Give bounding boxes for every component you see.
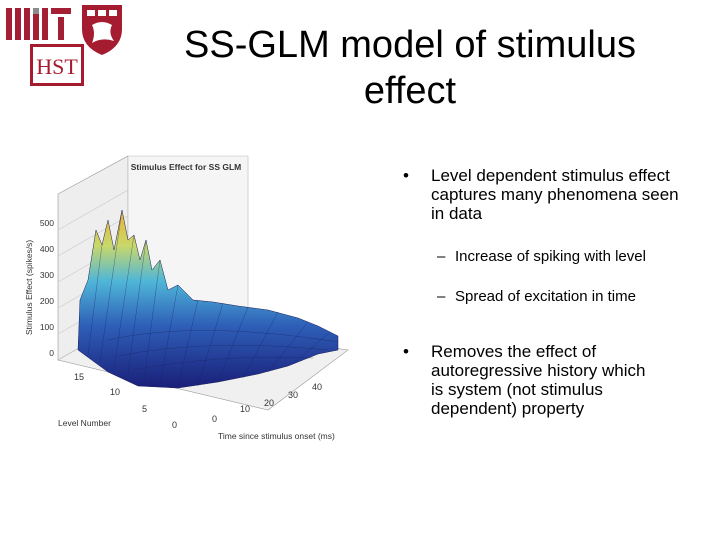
- time-tick-label: 20: [264, 398, 275, 408]
- z-axis-label: Stimulus Effect (spikes/s): [24, 239, 34, 335]
- time-tick-label: 40: [312, 382, 323, 392]
- z-tick-label: 300: [39, 270, 54, 280]
- time-tick-label: 0: [212, 414, 218, 424]
- level-tick-label: 0: [172, 420, 178, 430]
- stimulus-effect-surface-plot: [18, 150, 384, 450]
- sub-bullet-mark: –: [437, 248, 446, 265]
- bullet-text: Level dependent stimulus effect captures many phenomena seen in data: [431, 166, 679, 223]
- time-axis-label: Time since stimulus onset (ms): [218, 431, 335, 441]
- hst-logo: [30, 44, 84, 86]
- time-tick-label: 30: [288, 390, 299, 400]
- z-tick-label: 100: [39, 322, 54, 332]
- figure-title: Stimulus Effect for SS GLM: [130, 162, 242, 172]
- level-tick-label: 5: [142, 404, 148, 414]
- z-tick-label: 500: [39, 218, 54, 228]
- z-tick-label: 200: [39, 296, 54, 306]
- level-axis-label: Level Number: [58, 418, 111, 428]
- bullet-mark: •: [403, 342, 409, 361]
- bullet-mark: •: [403, 166, 409, 185]
- level-tick-label: 15: [74, 372, 85, 382]
- sub-bullet-text: Spread of excitation in time: [455, 288, 636, 305]
- harvard-shield-logo: [80, 3, 124, 57]
- z-tick-label: 400: [39, 244, 54, 254]
- time-tick-label: 10: [240, 404, 251, 414]
- slide-title: SS-GLM model of stimulus effect: [184, 24, 636, 112]
- mit-logo: [6, 8, 74, 40]
- hst-logo-text: HST: [36, 54, 78, 79]
- sub-bullet-text: Increase of spiking with level: [455, 248, 646, 265]
- z-tick-label: 0: [49, 348, 54, 358]
- sub-bullet-mark: –: [437, 288, 446, 305]
- level-tick-label: 10: [110, 387, 121, 397]
- bullet-text: Removes the effect of autoregressive history which is system (not stimulus dependent) property: [431, 342, 646, 418]
